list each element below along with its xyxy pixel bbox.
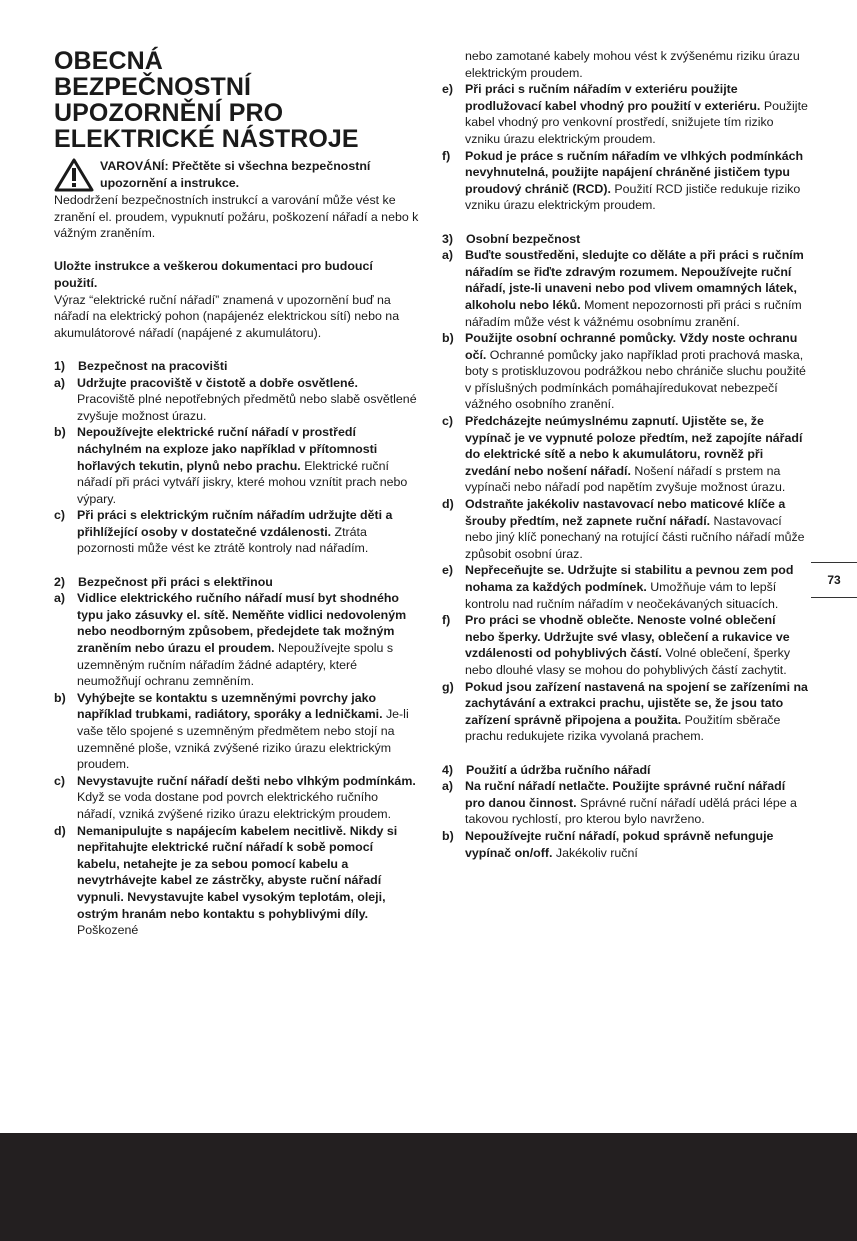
- item-bold-text: Buďte soustředěni, sledujte co děláte a při práci s ručním nářadím se řiďte zdravým rozumem. Nepoužívejte ruční nářadí, jste-li unaveni nebo pod vlivem omamných látek, alkoholu nebo léků.: [465, 248, 804, 312]
- warning-triangle-icon: [54, 158, 94, 192]
- item-bold-text: Použijte osobní ochranné pomůcky. Vždy noste ochranu očí.: [465, 331, 798, 362]
- item-text: Pracoviště plné nepotřebných předmětů nebo slabě osvětlené zvyšuje možnost úrazu.: [77, 392, 417, 423]
- item-text: Ztráta pozornosti může vést ke ztrátě kontroly nad nářadím.: [77, 524, 369, 556]
- item-bold-text: Při práci s ručním nářadím v exteriéru použijte prodlužovací kabel vhodný pro použití v exteriéru.: [465, 82, 761, 113]
- section-1-list: [54, 375, 419, 558]
- item-letter: c): [442, 414, 454, 429]
- right-column: [442, 48, 808, 861]
- keep-instructions-text: Výraz “elektrické ruční nářadí” znamená v upozornění buď na nářadí na elektrický pohon (napájenéz elektrickou sítí) nebo na akumulátorové nářadí (napájené z akumulátoru).: [54, 292, 400, 340]
- item-bold-text: Vidlice elektrického ručního nářadí musí byt shodného typu jako zásuvky el. sítě. Neměňte vidlici nedovoleným nebo neodborným způsobem, předejdete tak možným zraněním nebo úrazu el proudem.: [77, 591, 407, 656]
- page-title: OBECNÁ BEZPEČNOSTNÍ UPOZORNĚNÍ PRO ELEKTRICKÉ NÁSTROJE: [54, 47, 359, 153]
- item-text: Nepoužívejte spolu s uzemněným ručním nářadím žádné adaptéry, které neumožňují ochranu zemněním.: [77, 641, 394, 689]
- item-letter: d): [54, 823, 66, 838]
- list-item: [442, 48, 808, 81]
- item-letter: g): [442, 679, 454, 694]
- item-text: Správné ruční nářadí udělá práci lépe a takovou rychlostí, pro kterou bylo navrženo.: [465, 795, 797, 827]
- item-letter: a): [54, 591, 66, 606]
- item-text: Použijte kabel vhodný pro venkovní prostředí, snižujete tím riziko vzniku úrazu elektrickým proudem.: [465, 98, 808, 146]
- section-3-list: [442, 247, 808, 745]
- item-letter: a): [442, 779, 454, 794]
- item-letter: a): [54, 375, 66, 390]
- list-item: [54, 590, 419, 690]
- item-text: Je-li vaše tělo spojené s uzemněným předmětem nebo stojí na uzemněné ploše, vzniká zvýšené riziko úrazu elektrickým proudem.: [77, 707, 409, 772]
- item-text: Nastavovací nebo jiný klíč ponechaný na rotující části ručního nářadí může způsobit osobní úraz.: [465, 513, 805, 561]
- item-letter: c): [54, 508, 66, 523]
- item-letter: e): [442, 82, 454, 97]
- list-item: [442, 679, 808, 745]
- item-text: Jakékoliv ruční: [552, 845, 638, 860]
- left-column: [54, 48, 419, 939]
- item-letter: b): [442, 331, 454, 346]
- item-bold-text: Na ruční nářadí netlačte. Použijte správné ruční nářadí pro danou činnost.: [465, 779, 786, 810]
- list-item: [442, 330, 808, 413]
- item-text: Poškozené: [77, 923, 139, 938]
- list-item: [442, 778, 808, 828]
- item-bold-text: Nemanipulujte s napájecím kabelem necitlivě. Nikdy si nepřitahujte elektrické ruční nářadí k sobě pomocí kabelu, netahejte je za sebou pomocí kabelu a nevytrhávejte kabel ze zástrčky, abyste ruční nářadí vypnuli. Nevystavujte kabel vysokým teplotám, oleji, ostrým hranám nebo kontaktu s pohyblivými díly.: [77, 823, 398, 921]
- list-item: [442, 247, 808, 330]
- list-item: [54, 507, 419, 557]
- item-letter: b): [442, 828, 454, 843]
- item-bold-text: Nevystavujte ruční nářadí dešti nebo vlhkým podmínkám.: [77, 773, 416, 788]
- item-text: Použitím sběrače prachu redukujete rizika vyvolaná prachem.: [465, 712, 781, 744]
- item-bold-text: Při práci s elektrickým ručním nářadím udržujte děti a přihlížející osoby v dostatečné vzdálenosti.: [77, 508, 393, 539]
- item-text: Moment nepozornosti při práci s ručním nářadím může vést k vážnému osobnímu zranění.: [465, 297, 802, 329]
- list-item: [442, 612, 808, 678]
- section-heading: 2) Bezpečnost při práci s elektřinou: [54, 574, 273, 589]
- item-letter: c): [54, 773, 66, 788]
- list-item: [54, 424, 419, 507]
- page-number: 73: [811, 562, 857, 598]
- section-heading: 4) Použití a údržba ručního nářadí: [442, 762, 651, 777]
- item-bold-text: Nepoužívejte elektrické ruční nářadí v prostředí náchylném na exploze jako například v přítomnosti hořlavých tekutin, plynů nebo prachu.: [77, 425, 378, 473]
- item-text: Nošení nářadí s prstem na vypínači nebo nářadí pod napětím zvyšuje možnost úrazu.: [465, 463, 786, 495]
- list-item: [54, 773, 419, 823]
- item-bold-text: Odstraňte jakékoliv nastavovací nebo maticové klíče a šrouby předtím, než zapnete ruční nářadí.: [465, 497, 786, 528]
- warning-block: [54, 158, 419, 192]
- section-2-list: [54, 590, 419, 938]
- list-item: [442, 413, 808, 496]
- section-heading: 1) Bezpečnost na pracovišti: [54, 358, 228, 373]
- item-bold-text: Pro práci se vhodně oblečte. Nenoste volné oblečení nebo šperky. Udržujte své vlasy, oblečení a rukavice ve vzdálenosti od pohyblivých částí.: [465, 613, 790, 661]
- item-letter: d): [442, 497, 454, 512]
- list-item: [442, 828, 808, 861]
- item-letter: a): [442, 248, 454, 263]
- section-heading: 3) Osobní bezpečnost: [442, 231, 581, 246]
- item-bold-text: Pokud jsou zařízení nastavená na spojení se zařízeními na zachytávání a extrakci prachu, ujistěte se, že jsou tato zařízení správně připojena a použita.: [465, 679, 808, 727]
- footer-band: [0, 1133, 857, 1241]
- item-letter: b): [54, 690, 66, 705]
- item-bold-text: Vyhýbejte se kontaktu s uzemněnými povrchy jako například trubkami, radiátory, sporáky a ledničkami.: [77, 690, 383, 722]
- list-item: [54, 375, 419, 425]
- item-bold-text: Nepřeceňujte se. Udržujte si stabilitu a pevnou zem pod nohama za každých podmínek.: [465, 563, 794, 594]
- item-bold-text: Udržujte pracoviště v čistotě a dobře osvětlené.: [77, 375, 358, 390]
- list-item: [54, 823, 419, 939]
- item-letter: b): [54, 425, 66, 440]
- list-item: [442, 562, 808, 612]
- list-item: [54, 690, 419, 773]
- item-letter: f): [442, 613, 451, 628]
- list-item: [442, 81, 808, 147]
- item-bold-text: Pokud je práce s ručním nářadím ve vlhkých podmínkách nevyhnutelná, použijte napájení chráněné jističem typu proudový chránič (RCD).: [465, 148, 804, 196]
- list-item: [442, 496, 808, 562]
- list-item: [442, 148, 808, 214]
- warning-heading: VAROVÁNÍ: Přečtěte si všechna bezpečnostní upozornění a instrukce.: [100, 159, 371, 190]
- warning-text: Nedodržení bezpečnostních instrukcí a varování může vést ke zranění el. proudem, vypuknutí požáru, poškození nářadí a nebo k vážným zraněním.: [54, 193, 419, 241]
- section-4-list: [442, 778, 808, 861]
- item-text: Použití RCD jističe redukuje riziko vzniku úrazu elektrickým proudem.: [465, 181, 801, 213]
- item-text: Elektrické ruční nářadí při práci vytváří jiskry, které mohou vznítit prach nebo výpary.: [77, 458, 408, 506]
- item-bold-text: Předcházejte neúmyslnému zapnutí. Ujistěte se, že vypínač je ve vypnuté poloze předtím, než zapojíte nářadí do elektrické sítě a nebo k akumulátoru, rovněž při zvedání nebo nošení nářadí.: [465, 414, 803, 478]
- item-bold-text: Nepoužívejte ruční nářadí, pokud správně nefunguje vypínač on/off.: [465, 828, 774, 860]
- item-letter: f): [442, 148, 451, 163]
- item-letter: e): [442, 563, 454, 578]
- section-2-list-continued: [442, 81, 808, 214]
- item-text: Ochranné pomůcky jako například proti prachová maska, boty s protiskluzovou podrážkou nebo chrániče sluchu použité v příslušných podmínkách pomáhajíredukovat nebezpečí vážného osobního zranění.: [465, 347, 806, 412]
- item-text: Umožňuje vám to lepší kontrolu nad ručním nářadím v neočekávaných situacích.: [465, 580, 779, 611]
- item-text: Volné oblečení, šperky nebo dlouhé vlasy se mohou do pohyblivých částí zachytit.: [465, 646, 791, 677]
- item-text: Když se voda dostane pod povrch elektrického ručního nářadí, vzniká zvýšené riziko úrazu elektrickým proudem.: [77, 790, 392, 821]
- continued-text: nebo zamotané kabely mohou vést k zvýšenému riziku úrazu elektrickým proudem.: [465, 49, 800, 80]
- keep-instructions-heading: Uložte instrukce a veškerou dokumentaci pro budoucí použití.: [54, 259, 373, 290]
